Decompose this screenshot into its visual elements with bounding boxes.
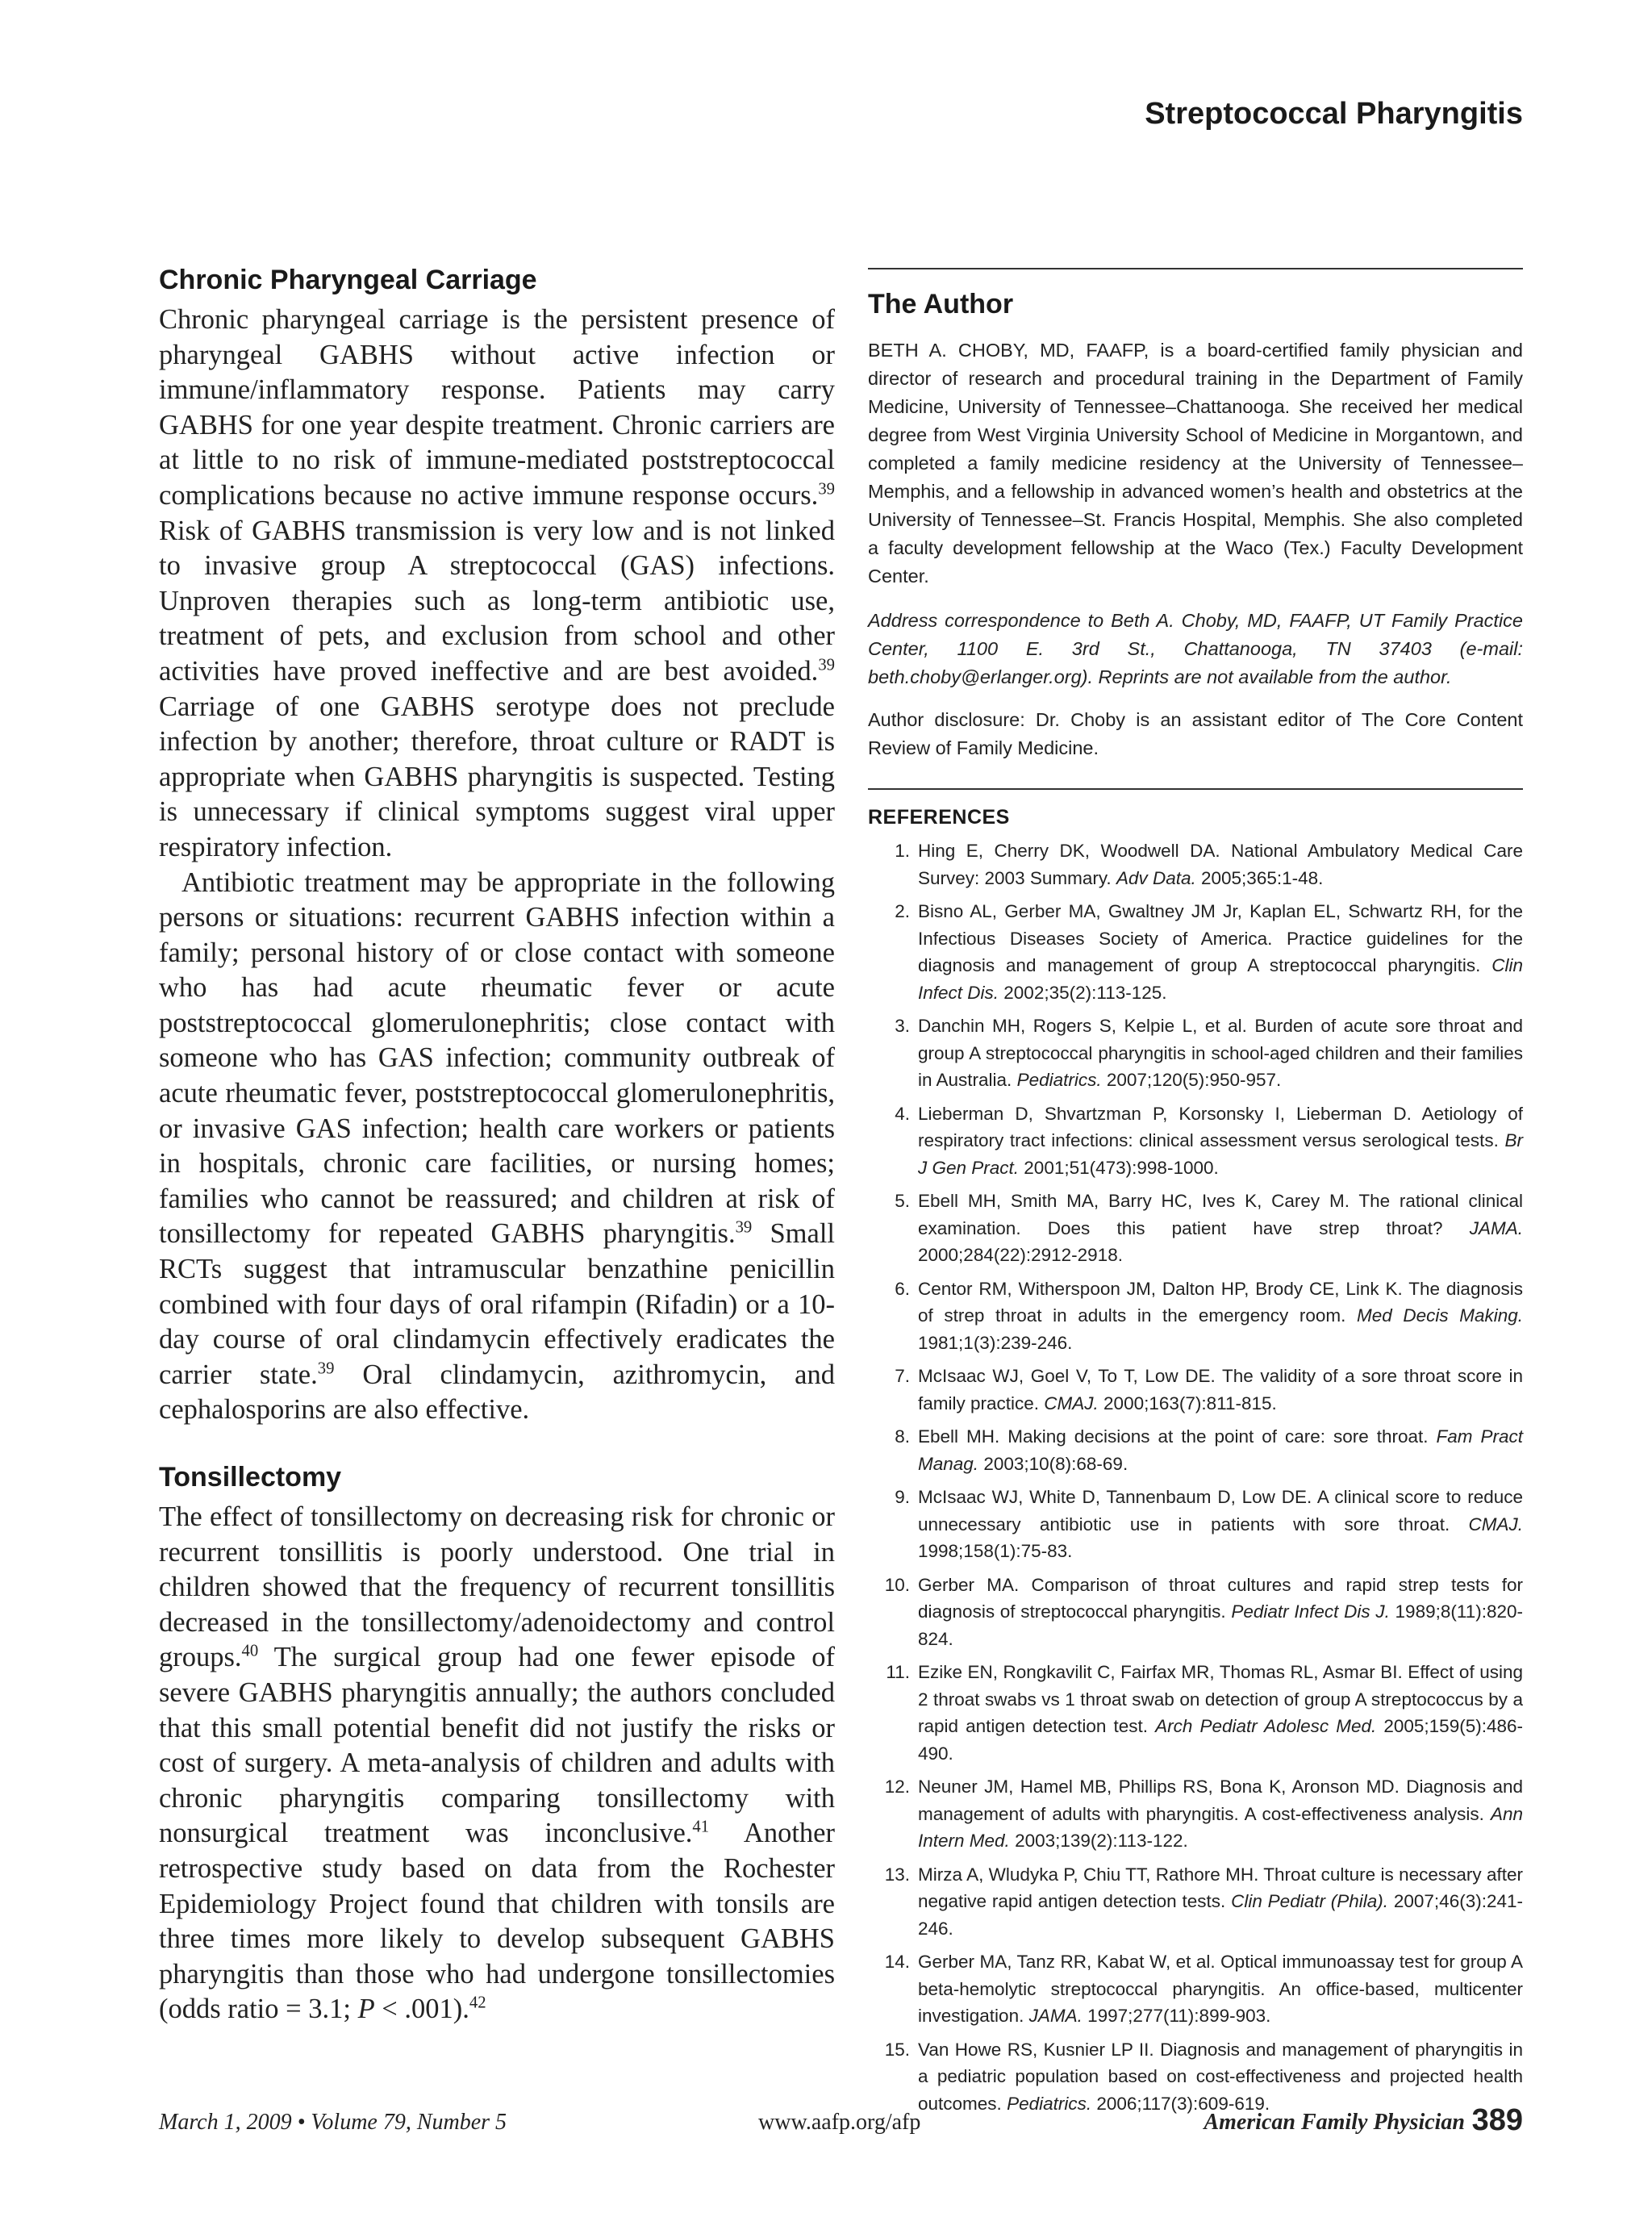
section-heading-chronic-carriage: Chronic Pharyngeal Carriage (159, 265, 537, 295)
footer-issue: March 1, 2009 • Volume 79, Number 5 (159, 2110, 507, 2135)
reference-item (868, 1659, 1523, 1767)
journal-name: Clin Pediatr (Phila). (1231, 1891, 1389, 1911)
reference-number: 13. (884, 1864, 910, 1885)
section-body-tonsillectomy (159, 1500, 835, 2027)
reference-text: Gerber MA, Tanz RR, Kabat W, et al. Optical immunoassay test for group A beta-hemolytic streptococcal pharyngitis. An office-based, multicenter investigation. JAMA. 1997;277(11):899-903. (918, 1952, 1523, 2026)
reference-text: Bisno AL, Gerber MA, Gwaltney JM Jr, Kaplan EL, Schwartz RH, for the Infectious Diseases Society of America. Practice guidelines for the diagnosis and management of group A streptococcal pharyngitis. Clin Infect Dis. 2002;35(2):113-125. (918, 901, 1523, 1003)
reference-text: Ezike EN, Rongkavilit C, Fairfax MR, Thomas RL, Asmar BI. Effect of using 2 throat swabs vs 1 throat swab on detection of group A streptococcus by a rapid antigen detection test. Arch Pediatr Adolesc Med. 2005;159(5):486-490. (918, 1662, 1523, 1764)
reference-number: 9. (895, 1487, 910, 1507)
citation: 41 (692, 1818, 710, 1836)
journal-name: Adv Data. (1116, 867, 1196, 888)
author-heading: The Author (868, 289, 1014, 319)
reference-text: McIsaac WJ, Goel V, To T, Low DE. The validity of a sore throat score in family practice. CMAJ. 2000;163(7):811-815. (918, 1366, 1523, 1413)
reference-number: 7. (895, 1366, 910, 1386)
reference-text: Ebell MH, Smith MA, Barry HC, Ives K, Carey M. The rational clinical examination. Does this patient have strep throat? JAMA. 2000;284(22):2912-2918. (918, 1191, 1523, 1265)
reference-number: 5. (895, 1191, 910, 1211)
reference-text: Mirza A, Wludyka P, Chiu TT, Rathore MH. Throat culture is necessary after negative rapid antigen detection tests. Clin Pediatr (Phila). 2007;46(3):241-246. (918, 1864, 1523, 1939)
reference-number: 14. (884, 1952, 910, 1972)
citation: 40 (241, 1642, 259, 1660)
reference-item (868, 1948, 1523, 2030)
page-footer (159, 2103, 1523, 2144)
reference-text: Hing E, Cherry DK, Woodwell DA. National Ambulatory Medical Care Survey: 2003 Summary. Adv Data. 2005;365:1-48. (918, 841, 1523, 888)
reference-item (868, 1188, 1523, 1269)
journal-name: Pediatrics. (1016, 1070, 1102, 1090)
citation: 39 (818, 656, 835, 674)
reference-item (868, 1363, 1523, 1417)
reference-text: Ebell MH. Making decisions at the point of care: sore throat. Fam Pract Manag. 2003;10(8):68-69. (918, 1426, 1523, 1474)
divider (868, 268, 1523, 269)
citation: 39 (735, 1218, 753, 1237)
reference-number: 12. (884, 1777, 910, 1797)
author-bio: BETH A. CHOBY, MD, FAAFP, is a board-certified family physician and director of research and procedural training in the Department of Family Medicine, University of Tennessee–Chattanooga. She received her medical degree from West Virginia University School of Medicine in Morgantown, and completed a family medicine residency at the University of Tennessee–Memphis, and a fellowship in advanced women’s health and obstetrics at the University of Tennessee–St. Francis Hospital, Memphis. She also completed a faculty development fellowship at the Waco (Tex.) Faculty Development Center. (868, 340, 1523, 587)
sidebar-column (868, 268, 1523, 2123)
reference-item (868, 1773, 1523, 1855)
reference-number: 1. (895, 841, 910, 861)
reference-text: Neuner JM, Hamel MB, Phillips RS, Bona K, Aronson MD. Diagnosis and management of adults with pharyngitis. A cost-effectiveness analysis. Ann Intern Med. 2003;139(2):113-122. (918, 1777, 1523, 1851)
section-heading-tonsillectomy: Tonsillectomy (159, 1462, 342, 1493)
paragraph: Chronic pharyngeal carriage is the persistent presence of pharyngeal GABHS without active infection or immune/inflammatory response. Patients may carry GABHS for one year despite treatment. Chronic carriers are at little to no risk of immune-mediated poststreptococcal complications because no active immune response occurs.$^{39}$ Risk of GABHS transmission is very low and is not linked to invasive group A streptococcal (GAS) infections. Unproven therapies such as long-term antibiotic use, treatment of pets, and exclusion from school and other activities have proved ineffective and are best avoided.$^{39}$ Carriage of one GABHS serotype does not preclude infection by another; therefore, throat culture or RADT is appropriate when GABHS pharyngitis is suspected. Testing is unnecessary if clinical symptoms suggest viral upper respiratory infection. (159, 304, 835, 862)
author-disclosure: Author disclosure: Dr. Choby is an assistant editor of The Core Content Review of Family Medicine. (868, 709, 1523, 758)
journal-name: JAMA. (1028, 2006, 1083, 2026)
reference-number: 10. (884, 1574, 910, 1595)
reference-number: 11. (886, 1662, 910, 1682)
reference-number: 15. (884, 2039, 910, 2060)
journal-name: Med Decis Making. (1356, 1305, 1523, 1326)
reference-item (868, 1861, 1523, 1943)
reference-number: 8. (895, 1426, 910, 1447)
journal-name: JAMA. (1469, 1217, 1523, 1238)
reference-number: 6. (895, 1278, 910, 1299)
reference-number: 2. (895, 901, 910, 921)
reference-number: 4. (895, 1103, 910, 1124)
references-list (868, 837, 1523, 2117)
journal-name: Pediatrics. (1007, 2093, 1092, 2114)
paragraph: The effect of tonsillectomy on decreasing risk for chronic or recurrent tonsillitis is poorly understood. One trial in children showed that the frequency of recurrent tonsillitis decreased in the tonsillectomy/adenoidectomy and control groups.$^{40}$ The surgical group had one fewer episode of severe GABHS pharyngitis annually; the authors concluded that this small potential benefit did not justify the risks or cost of surgery. A meta-analysis of children and adults with chronic pharyngitis comparing tonsillectomy with nonsurgical treatment was inconclusive.$^{41}$ Another retrospective study based on data from the Rochester Epidemiology Project found that children with tonsils are three times more likely to develop subsequent GABHS pharyngitis than those who had undergone tonsillectomies (odds ratio = 3.1; P < .001).$^{42}$ (159, 1501, 835, 2025)
reference-item (868, 1572, 1523, 1653)
reference-item (868, 837, 1523, 891)
reference-text: Centor RM, Witherspoon JM, Dalton HP, Brody CE, Link K. The diagnosis of strep throat in adults in the emergency room. Med Decis Making. 1981;1(3):239-246. (918, 1278, 1523, 1353)
journal-name: Br J Gen Pract. (918, 1130, 1523, 1178)
journal-name: Ann Intern Med. (918, 1803, 1523, 1851)
journal-name: Fam Pract Manag. (918, 1426, 1523, 1474)
journal-name: Pediatr Infect Dis J. (1231, 1601, 1390, 1622)
reference-text: Gerber MA. Comparison of throat cultures and rapid strep tests for diagnosis of streptococcal pharyngitis. Pediatr Infect Dis J. 1989;8(11):820-824. (918, 1574, 1523, 1649)
citation: 42 (469, 1994, 486, 2012)
reference-item (868, 1423, 1523, 1477)
reference-text: McIsaac WJ, White D, Tannenbaum D, Low DE. A clinical score to reduce unnecessary antibiotic use in patients with sore throat. CMAJ. 1998;158(1):75-83. (918, 1487, 1523, 1561)
reference-item (868, 1276, 1523, 1357)
reference-number: 3. (895, 1016, 910, 1036)
footer-url: www.aafp.org/afp (758, 2110, 921, 2135)
divider (868, 788, 1523, 790)
page-number: 389 (1471, 2103, 1523, 2137)
journal-name: Arch Pediatr Adolesc Med. (1155, 1716, 1377, 1736)
citation: 39 (818, 480, 835, 499)
journal-name: CMAJ. (1044, 1392, 1099, 1413)
reference-item (868, 898, 1523, 1006)
section-body-chronic-carriage (159, 303, 835, 1428)
running-head: Streptococcal Pharyngitis (1145, 97, 1523, 131)
reference-item (868, 1013, 1523, 1094)
reference-text: Van Howe RS, Kusnier LP II. Diagnosis and management of pharyngitis in a pediatric population based on cost-effectiveness and projected health outcomes. Pediatrics. 2006;117(3):609-619. (918, 2039, 1523, 2114)
references-heading: REFERENCES (868, 806, 1010, 829)
footer-journal: American Family Physician (1204, 2110, 1465, 2135)
citation: 39 (317, 1359, 335, 1378)
reference-text: Danchin MH, Rogers S, Kelpie L, et al. Burden of acute sore throat and group A streptococcal pharyngitis in school-aged children and their families in Australia. Pediatrics. 2007;120(5):950-957. (918, 1016, 1523, 1090)
journal-name: Clin Infect Dis. (918, 955, 1523, 1003)
reference-item (868, 1100, 1523, 1182)
author-address: Address correspondence to Beth A. Choby, MD, FAAFP, UT Family Practice Center, 1100 E. 3rd St., Chattanooga, TN 37403 (e-mail: beth.choby@erlanger.org). Reprints are not available from the author. (868, 610, 1523, 687)
journal-name: CMAJ. (1468, 1514, 1523, 1534)
main-column (159, 265, 835, 2027)
reference-text: Lieberman D, Shvartzman P, Korsonsky I, Lieberman D. Aetiology of respiratory tract infections: clinical assessment versus serological tests. Br J Gen Pract. 2001;51(473):998-1000. (918, 1103, 1523, 1178)
paragraph: Antibiotic treatment may be appropriate in the following persons or situations: recurrent GABHS infection within a family; personal history of or close contact with someone who has had acute rheumatic fever or acute poststreptococcal glomerulonephritis; close contact with someone who has GAS infection; community outbreak of acute rheumatic fever, poststreptococcal glomerulonephritis, or invasive GAS infection; health care workers or patients in hospitals, chronic care facilities, or nursing homes; families who cannot be reassured; and children at risk of tonsillectomy for repeated GABHS pharyngitis.$^{39}$ Small RCTs suggest that intramuscular benzathine penicillin combined with four days of oral rifampin (Rifadin) or a 10-day course of oral clindamycin effectively eradicates the carrier state.$^{39}$ Oral clindamycin, azithromycin, and cephalosporins are also effective. (159, 866, 835, 1426)
reference-item (868, 1484, 1523, 1565)
